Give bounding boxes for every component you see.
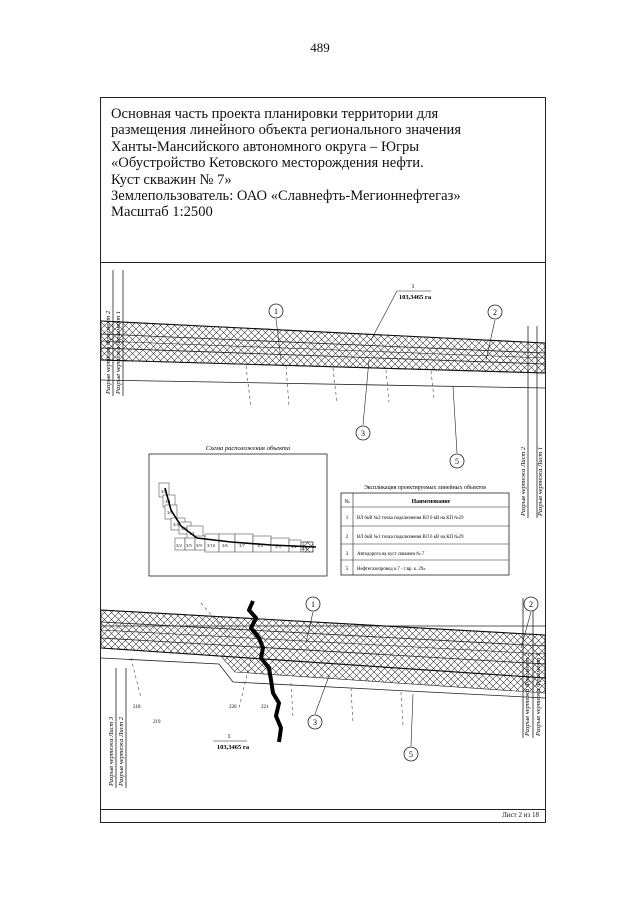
- area-value-label: 103,3465 га: [216, 744, 250, 751]
- svg-text:3/1: 3/1: [302, 546, 308, 551]
- break-label: Разрыв чертежа Лист 3: [108, 716, 115, 786]
- break-label: Разрыв чертежа Фрагмент 2: [524, 652, 531, 736]
- area-number-label: 1: [227, 733, 231, 740]
- legend-row-name: Автодорога на куст скважин № 7: [357, 552, 425, 557]
- point-label: 221: [261, 705, 269, 710]
- legend-row-name: ВЛ 6кВ №1 точка подключения ВЛ 6 кВ на КП №29: [357, 535, 464, 540]
- leader-line: [363, 360, 369, 425]
- title-line: Масштаб 1:2500: [111, 204, 213, 221]
- leader-line: [453, 386, 457, 453]
- dash-marks: [246, 366, 434, 408]
- bottom-fragment: [101, 597, 545, 788]
- break-label: Разрыв чертежа Лист 1: [537, 446, 544, 516]
- allotment-boundary: [101, 380, 545, 388]
- location-scheme: [149, 445, 327, 576]
- legend-row-num: 3: [345, 552, 349, 557]
- leader-line: [411, 694, 413, 746]
- callout-label: 1: [274, 307, 278, 316]
- callout-label: 3: [313, 718, 317, 727]
- callout-label: 2: [493, 308, 497, 317]
- callout-label: 5: [455, 457, 459, 466]
- title-line: Ханты-Мансийского автономного округа – Югры: [111, 138, 420, 155]
- svg-text:3/9: 3/9: [196, 543, 202, 548]
- area-number-label: 1: [411, 283, 415, 290]
- svg-text:3/6: 3/6: [222, 543, 228, 548]
- callout-label: 5: [409, 750, 413, 759]
- corridor-hatch: [101, 321, 545, 373]
- area-value-label: 103,3465 га: [398, 294, 432, 301]
- svg-text:3/1: 3/1: [165, 499, 171, 504]
- svg-text:3/4: 3/4: [257, 543, 263, 548]
- legend-row-num: 1: [345, 516, 349, 521]
- leader-line: [315, 676, 329, 714]
- title-line: «Обустройство Кетовского месторождения нефти.: [111, 155, 424, 172]
- legend-row-num: 5: [345, 567, 349, 572]
- svg-text:3/8: 3/8: [161, 489, 167, 494]
- svg-text:3/6: 3/6: [167, 510, 173, 515]
- callout-label: 2: [529, 600, 533, 609]
- svg-text:3/2: 3/2: [176, 543, 182, 548]
- scheme-title: Схема расположения объекта: [205, 445, 291, 452]
- legend-table: [341, 484, 509, 575]
- break-label: Разрыв чертежа Лист 2: [118, 716, 125, 786]
- break-label: Разрыв чертежа Лист 2: [520, 446, 527, 516]
- plan-drawing: [101, 98, 545, 809]
- point-label: 218: [133, 705, 141, 710]
- legend-row-name: Нефтегазопровод к.7 - т.вр. к. 29»: [357, 567, 426, 572]
- legend-row-name: ВЛ 6кВ №2 точка подключения ВЛ 6 кВ на КП №29: [357, 516, 464, 521]
- title-line: Основная часть проекта планировки территории для: [111, 106, 439, 122]
- footer-divider: [101, 809, 545, 810]
- svg-text:3/7: 3/7: [239, 543, 245, 548]
- svg-text:3/1: 3/1: [189, 531, 195, 536]
- callout-label: 1: [311, 600, 315, 609]
- svg-text:3/4: 3/4: [173, 522, 179, 527]
- callout-label: 3: [361, 429, 365, 438]
- legend-col-num: №: [344, 499, 350, 505]
- legend-title: Экспликация проектируемых линейных объектов: [363, 485, 487, 491]
- legend-col-name: Наименование: [411, 499, 451, 505]
- break-label: Разрыв чертежа Фрагмент 1: [115, 310, 122, 394]
- svg-text:3/5: 3/5: [186, 543, 192, 548]
- drawing-sheet: [100, 97, 546, 823]
- title-line: Куст скважин № 7»: [111, 171, 232, 188]
- svg-text:3/3: 3/3: [181, 526, 187, 531]
- svg-text:3/3: 3/3: [275, 544, 281, 549]
- svg-text:3/10: 3/10: [207, 543, 216, 548]
- break-label: Разрыв чертежа Фрагмент 2: [105, 310, 112, 394]
- point-label: 220: [229, 705, 237, 710]
- legend-row-num: 2: [345, 535, 349, 540]
- page-number: 489: [310, 40, 330, 55]
- point-label: 219: [153, 720, 161, 725]
- title-line: размещения линейного объекта регионального значения: [111, 122, 462, 139]
- leader-line: [371, 291, 397, 340]
- svg-text:3/2: 3/2: [291, 544, 297, 549]
- break-label: Разрыв чертежа Фрагмент 1: [535, 652, 542, 736]
- legend-frame: [341, 493, 509, 575]
- title-line: Землепользователь: ОАО «Славнефть-Мегионнефтегаз»: [111, 188, 461, 205]
- sheet-number: Лист 2 из 18: [502, 811, 539, 819]
